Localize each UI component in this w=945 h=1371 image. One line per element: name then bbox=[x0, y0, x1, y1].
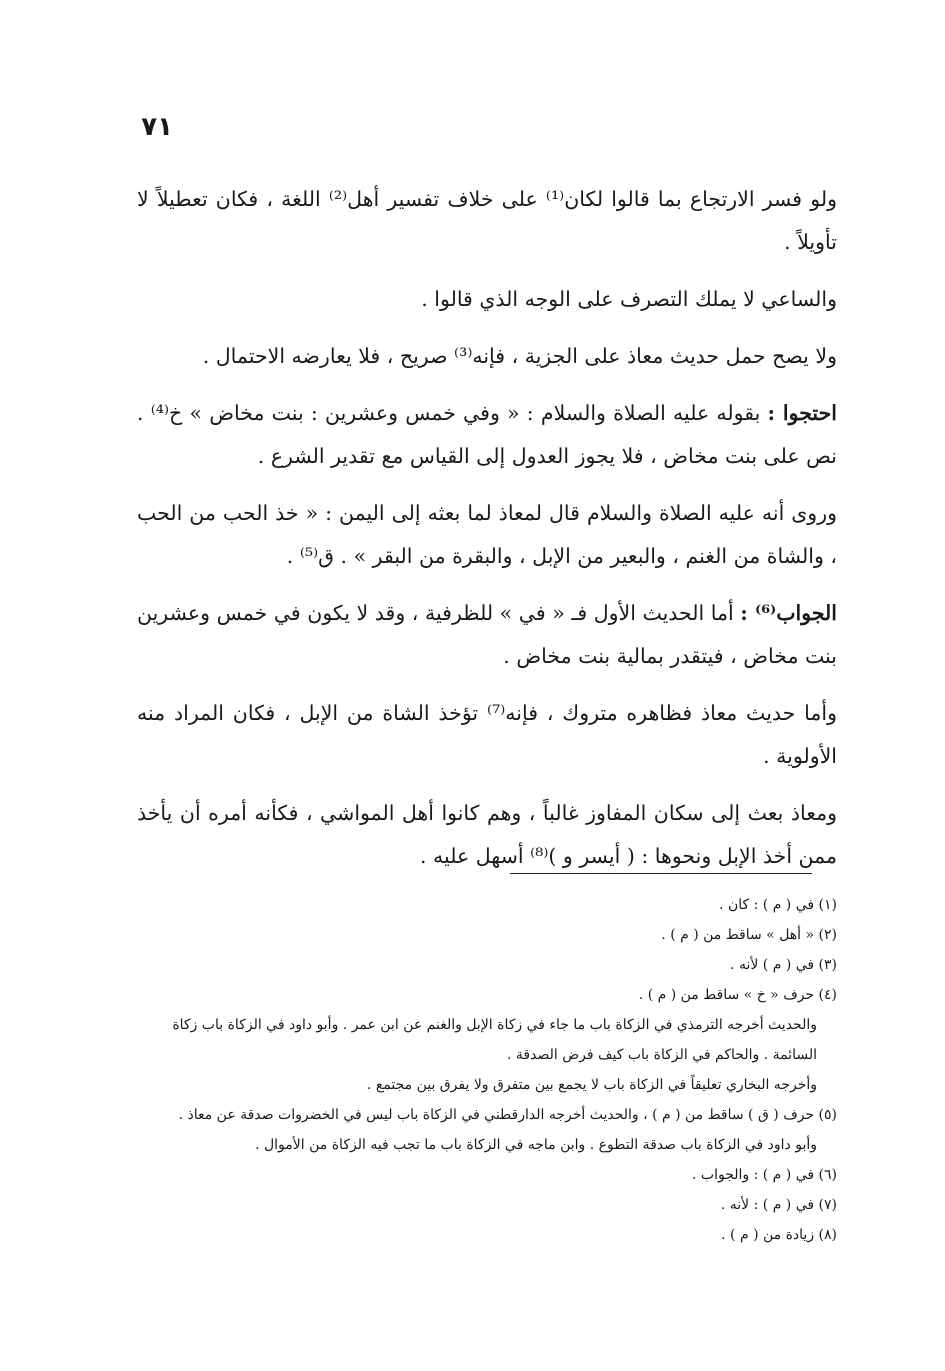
main-text bbox=[137, 178, 837, 892]
paragraph bbox=[137, 278, 837, 321]
paragraph-lead: الجواب⁽⁶⁾ : bbox=[740, 601, 837, 625]
paragraph bbox=[137, 178, 837, 264]
footnote: (٤) حرف « خ » ساقط من ( م ) . bbox=[638, 987, 837, 1003]
footnote: (١) في ( م ) : كان . bbox=[719, 897, 837, 913]
paragraph-text: والساعي لا يملك التصرف على الوجه الذي قالوا . bbox=[421, 287, 837, 311]
paragraph bbox=[137, 492, 837, 578]
paragraph bbox=[137, 335, 837, 378]
footnote: (٢) « أهل » ساقط من ( م ) . bbox=[661, 927, 837, 943]
paragraph-text: ولا يصح حمل حديث معاذ على الجزية ، فإنه⁽³⁾ صريح ، فلا يعارضه الاحتمال . bbox=[202, 344, 837, 368]
paragraph-text: وأما حديث معاذ فظاهره متروك ، فإنه⁽⁷⁾ تؤخذ الشاة من الإبل ، فكان المراد منه الأولوية . bbox=[137, 701, 837, 768]
paragraph bbox=[137, 792, 837, 878]
footnote: (٥) حرف ( ق ) ساقط من ( م ) ، والحديث أخرجه الدارقطني في الزكاة باب ليس في الخضروات صدقة عن معاذ . bbox=[178, 1107, 837, 1123]
page-number: ٧١ bbox=[141, 112, 173, 142]
footnote: (٦) في ( م ) : والجواب . bbox=[692, 1167, 837, 1183]
footnote-divider bbox=[510, 873, 812, 874]
footnote-continuation: والحديث أخرجه الترمذي في الزكاة باب ما جاء في زكاة الإبل والغنم عن ابن عمر . وأبو داود في الزكاة باب زكاة السائمة . والحاكم في الزكاة باب كيف فرض الصدقة . bbox=[172, 1017, 817, 1063]
footnotes bbox=[137, 890, 837, 1250]
paragraph bbox=[137, 392, 837, 478]
paragraph-lead: احتجوا : bbox=[767, 401, 837, 425]
footnote-continuation: وأخرجه البخاري تعليقاً في الزكاة باب لا يجمع بين متفرق ولا يفرق بين مجتمع . bbox=[366, 1077, 817, 1093]
paragraph bbox=[137, 692, 837, 778]
footnote: (٧) في ( م ) : لأنه . bbox=[720, 1197, 837, 1213]
footnote-continuation: وأبو داود في الزكاة باب صدقة التطوع . وابن ماجه في الزكاة باب ما تجب فيه الزكاة من الأموال . bbox=[255, 1137, 817, 1153]
paragraph-text: وروى أنه عليه الصلاة والسلام قال لمعاذ لما بعثه إلى اليمن : « خذ الحب من الحب ، والشاة من الغنم ، والبعير من الإبل ، والبقرة من البقر » . ق⁽⁵⁾ . bbox=[137, 501, 837, 568]
footnote: (٨) زيادة من ( م ) . bbox=[721, 1227, 837, 1243]
paragraph bbox=[137, 592, 837, 678]
paragraph-text: بقوله عليه الصلاة والسلام : « وفي خمس وعشرين : بنت مخاض » خ⁽⁴⁾ . نص على بنت مخاض ، فلا يجوز العدول إلى القياس مع تقدير الشرع . bbox=[137, 401, 837, 468]
paragraph-text: أما الحديث الأول فـ « في » للظرفية ، وقد لا يكون في خمس وعشرين بنت مخاض ، فيتقدر بمالية بنت مخاض . bbox=[137, 601, 837, 668]
footnote: (٣) في ( م ) لأنه . bbox=[730, 957, 837, 973]
paragraph-text: ولو فسر الارتجاع بما قالوا لكان⁽¹⁾ على خلاف تفسير أهل⁽²⁾ اللغة ، فكان تعطيلاً لا تأويلاً . bbox=[137, 187, 837, 254]
paragraph-text: ومعاذ بعث إلى سكان المفاوز غالباً ، وهم كانوا أهل المواشي ، فكأنه أمره أن يأخذ ممن أخذ الإبل ونحوها : ( أيسر و )⁽⁸⁾ أسهل عليه . bbox=[137, 801, 837, 868]
